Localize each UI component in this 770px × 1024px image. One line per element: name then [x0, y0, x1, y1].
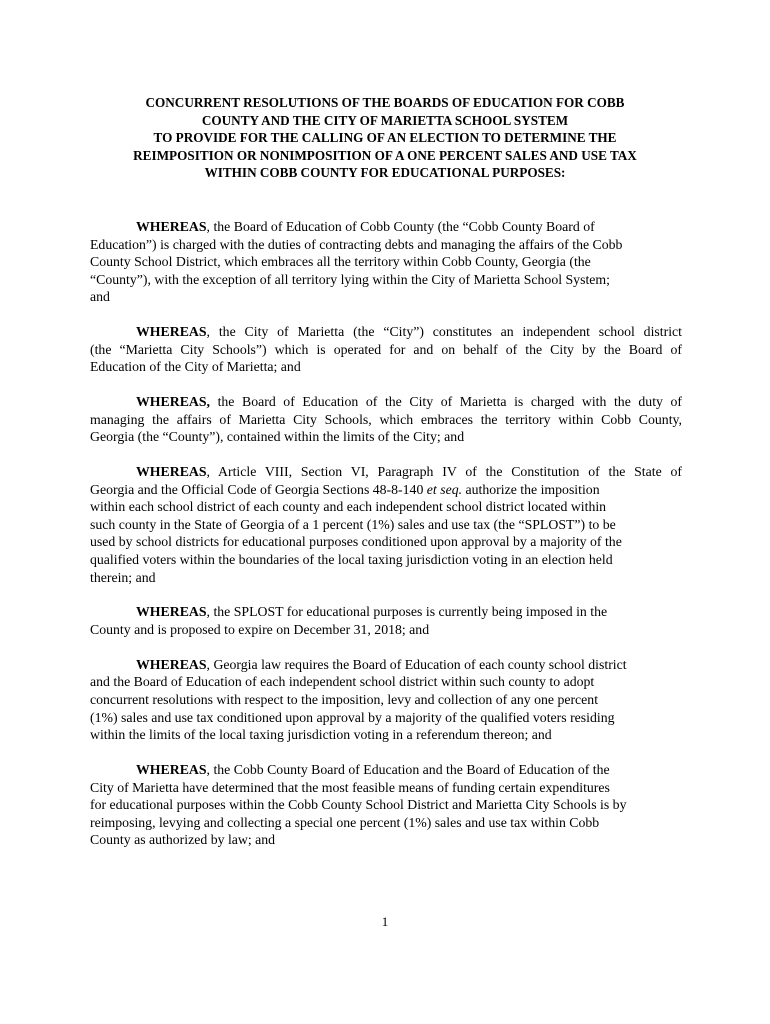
- paragraph-line: [90, 218, 682, 236]
- whereas-keyword: WHEREAS: [136, 761, 207, 777]
- paragraph-text: authorize the imposition: [462, 481, 600, 497]
- paragraph-line: City of Marietta have determined that the most feasible means of funding certain expenditures: [90, 779, 610, 795]
- paragraph-line: qualified voters within the boundaries of the local taxing jurisdiction voting in an election held: [90, 552, 613, 568]
- paragraph-line: (1%) sales and use tax conditioned upon approval by a majority of the qualified voters residing: [90, 709, 615, 725]
- paragraph-line: [90, 393, 682, 411]
- paragraph-line: Education”) is charged with the duties of contracting debts and managing the affairs of the Cobb: [90, 236, 623, 252]
- et-seq-italic: et seq.: [426, 481, 463, 497]
- title-line: REIMPOSITION OR NONIMPOSITION OF A ONE PERCENT SALES AND USE TAX: [133, 147, 637, 163]
- whereas-paragraph: [90, 218, 682, 306]
- paragraph-line: Georgia (the “County”), contained within the limits of the City; and: [90, 429, 465, 445]
- paragraph-text: Georgia and the Official Code of Georgia Sections 48-8-140: [90, 481, 427, 497]
- paragraph-text: the Board of Education of the City of Marietta is charged with the duty of: [210, 394, 682, 410]
- paragraph-line: used by school districts for educational purposes conditioned upon approval by a majority of the: [90, 534, 622, 550]
- paragraph-line: Education of the City of Marietta; and: [90, 359, 301, 375]
- whereas-paragraph: [90, 323, 682, 376]
- title-line: TO PROVIDE FOR THE CALLING OF AN ELECTION TO DETERMINE THE: [153, 130, 617, 146]
- title-line: CONCURRENT RESOLUTIONS OF THE BOARDS OF EDUCATION FOR COBB: [145, 95, 625, 110]
- paragraph-text: , the SPLOST for educational purposes is currently being imposed in the: [206, 604, 608, 620]
- whereas-keyword: WHEREAS: [136, 464, 207, 480]
- paragraph-line: reimposing, levying and collecting a special one percent (1%) sales and use tax within Cobb: [90, 814, 600, 830]
- title-line: WITHIN COBB COUNTY FOR EDUCATIONAL PURPOSES:: [204, 165, 566, 181]
- whereas-paragraph: [90, 393, 682, 446]
- whereas-paragraph: [90, 761, 682, 849]
- document-title: [85, 94, 685, 182]
- paragraph-text: , Article VIII, Section VI, Paragraph IV of the Constitution of the State of: [206, 464, 682, 480]
- document-body: [90, 218, 682, 866]
- title-line: COUNTY AND THE CITY OF MARIETTA SCHOOL SYSTEM: [201, 112, 569, 128]
- paragraph-line: [90, 323, 682, 341]
- paragraph-text: , the Board of Education of Cobb County (the “Cobb County Board of: [206, 219, 595, 234]
- paragraph-text: , the City of Marietta (the “City”) constitutes an independent school district: [206, 324, 682, 340]
- whereas-keyword-text: WHEREAS: [136, 394, 207, 410]
- paragraph-line: concurrent resolutions with respect to the imposition, levy and collection of any one percent: [90, 692, 599, 707]
- paragraph-line: County School District, which embraces all the territory within Cobb County, Georgia (the: [90, 254, 591, 270]
- whereas-keyword: [136, 394, 210, 409]
- whereas-paragraph: [90, 603, 682, 638]
- paragraph-line: such county in the State of Georgia of a 1 percent (1%) sales and use tax (the “SPLOST”) to be: [90, 516, 616, 532]
- paragraph-line: [90, 463, 682, 481]
- paragraph-line: and: [90, 289, 110, 305]
- whereas-paragraph: [90, 656, 682, 744]
- paragraph-line: (the “Marietta City Schools”) which is operated for and on behalf of the City by the Board of: [90, 341, 682, 357]
- paragraph-line: [90, 761, 682, 779]
- paragraph-line: therein; and: [90, 569, 156, 585]
- paragraph-line: managing the affairs of Marietta City Schools, which embraces the territory within Cobb County,: [90, 411, 682, 427]
- whereas-paragraph: [90, 463, 682, 586]
- whereas-keyword: WHEREAS: [136, 324, 207, 340]
- paragraph-line: within each school district of each county and each independent school district located within: [90, 499, 607, 515]
- paragraph-line: within the limits of the local taxing jurisdiction voting in a referendum thereon; and: [90, 727, 552, 743]
- page-number: 1: [381, 914, 389, 929]
- paragraph-line: “County”), with the exception of all territory lying within the City of Marietta School System;: [90, 271, 610, 287]
- whereas-keyword: WHEREAS: [136, 219, 207, 234]
- paragraph-line: [90, 656, 682, 674]
- paragraph-line: [90, 481, 682, 499]
- paragraph-line: and the Board of Education of each independent school district within such county to adopt: [90, 674, 595, 690]
- paragraph-line: County as authorized by law; and: [90, 832, 276, 848]
- keyword-suffix: ,: [206, 394, 210, 410]
- paragraph-text: , Georgia law requires the Board of Education of each county school district: [206, 656, 627, 672]
- whereas-keyword: WHEREAS: [136, 656, 207, 672]
- whereas-keyword: WHEREAS: [136, 604, 207, 620]
- paragraph-line: County and is proposed to expire on December 31, 2018; and: [90, 622, 430, 638]
- paragraph-line: [90, 603, 682, 621]
- paragraph-text: , the Cobb County Board of Education and the Board of Education of the: [206, 761, 610, 777]
- paragraph-line: for educational purposes within the Cobb County School District and Marietta City Schools is by: [90, 797, 627, 813]
